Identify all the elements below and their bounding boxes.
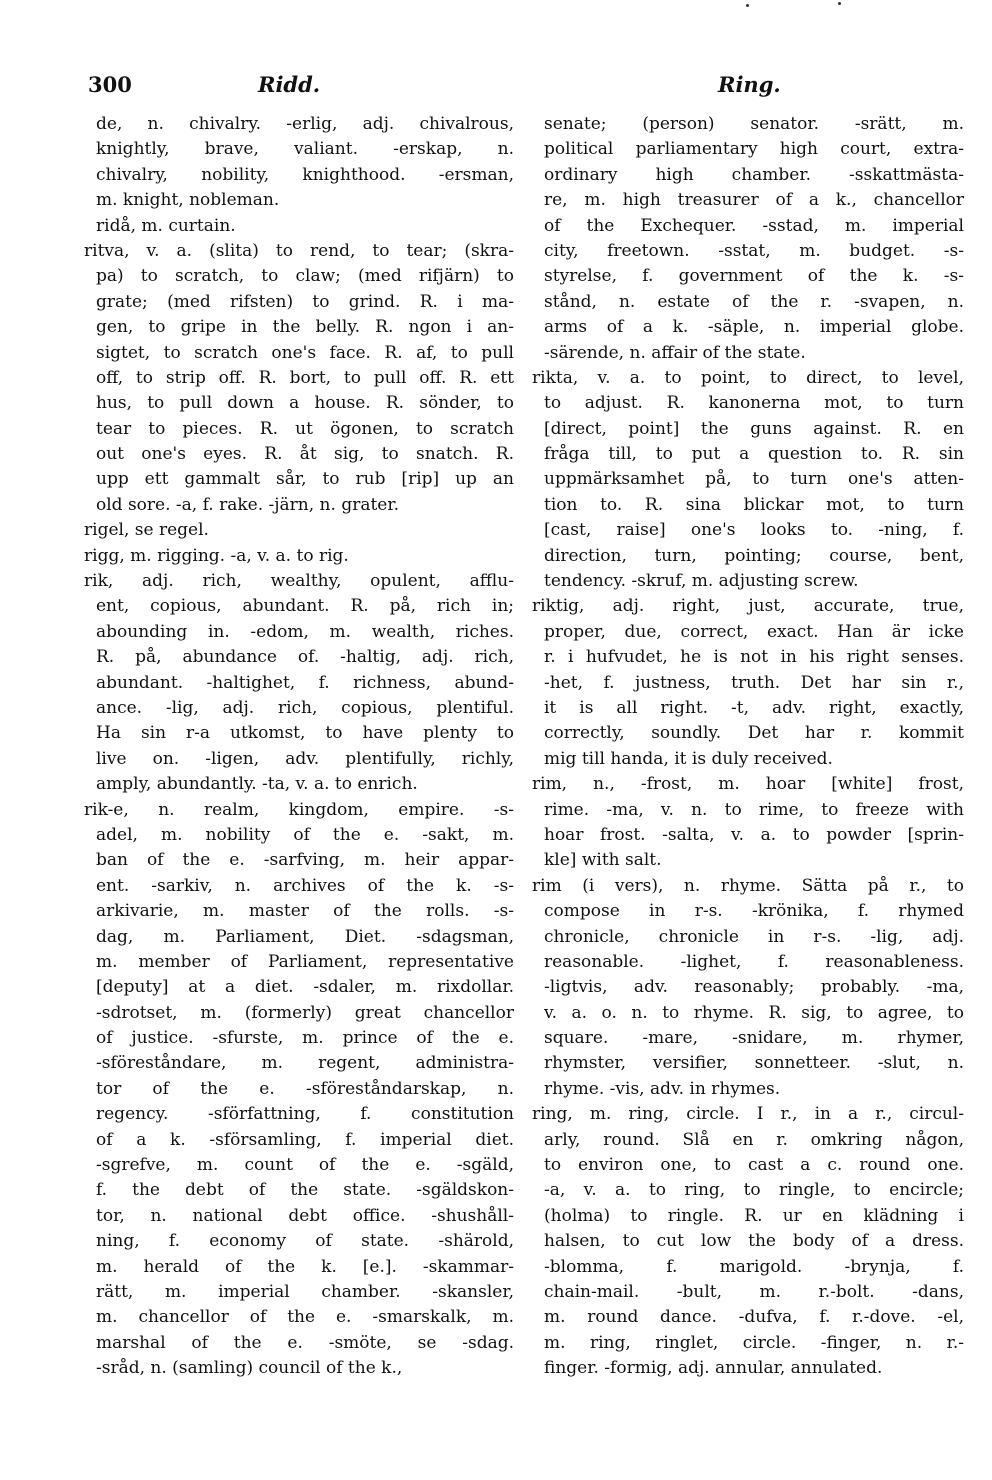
entry-line: R. på, abundance of. -haltig, adj. rich, <box>96 647 514 668</box>
right-guide-word: Ring. <box>718 72 781 97</box>
entry-line: -blomma, f. marigold. -brynja, f. <box>544 1256 964 1277</box>
entry-line: chronicle, chronicle in r-s. -lig, adj. <box>544 926 964 947</box>
entry-line: ridå, m. curtain. <box>96 215 236 236</box>
entry-line: of the Exchequer. -sstad, m. imperial <box>544 215 964 236</box>
entry-line: ordinary high chamber. -sskattmästa- <box>544 164 964 185</box>
entry-line: -sdrotset, m. (formerly) great chancellor <box>96 1002 514 1023</box>
ink-speck <box>838 2 841 5</box>
entry-line: de, n. chivalry. -erlig, adj. chivalrous, <box>96 114 514 134</box>
page-number: 300 <box>88 72 132 97</box>
ink-speck <box>746 4 749 7</box>
entry-line: -het, f. justness, truth. Det har sin r., <box>544 672 964 693</box>
entry-line: rigel, se regel. <box>84 520 209 541</box>
entry-line: tor of the e. -sföreståndarskap, n. <box>96 1078 514 1099</box>
entry-line: adel, m. nobility of the e. -sakt, m. <box>96 824 514 845</box>
entry-line: abundant. -haltighet, f. richness, abund- <box>96 672 514 693</box>
entry-line: styrelse, f. government of the k. -s- <box>544 266 964 287</box>
entry-line: kle] with salt. <box>544 850 662 871</box>
entry-line: [direct, point] the guns against. R. en <box>544 418 964 439</box>
running-header <box>88 72 968 102</box>
entry-line: m. herald of the k. [e.]. -skammar- <box>96 1256 514 1277</box>
entry-line: it is all right. -t, adv. right, exactly, <box>544 697 964 718</box>
entry-line: political parliamentary high court, extra- <box>544 139 964 160</box>
entry-line: off, to strip off. R. bort, to pull off. R. ett <box>96 367 514 388</box>
entry-line: hoar frost. -salta, v. a. to powder [sprin- <box>544 824 964 845</box>
entry-line: live on. -ligen, adv. plentifully, richly, <box>96 748 514 769</box>
entry-line: fråga till, to put a question to. R. sin <box>544 444 964 465</box>
entry-line: rime. -ma, v. n. to rime, to freeze with <box>544 799 964 820</box>
entry-line: halsen, to cut low the body of a dress. <box>544 1231 964 1252</box>
entry-line: arms of a k. -säple, n. imperial globe. <box>544 317 964 338</box>
entry-line: ring, m. ring, circle. I r., in a r., circul- <box>532 1104 964 1125</box>
entry-line: rigg, m. rigging. -a, v. a. to rig. <box>84 545 349 566</box>
entry-line: tion to. R. sina blickar mot, to turn <box>544 494 964 515</box>
entry-line: uppmärksamhet på, to turn one's atten- <box>544 469 964 490</box>
entry-line: rhymster, versifier, sonnetteer. -slut, n. <box>544 1053 964 1074</box>
entry-line: finger. -formig, adj. annular, annulated. <box>544 1358 883 1379</box>
entry-line: sigtet, to scratch one's face. R. af, to pull <box>96 342 514 363</box>
entry-line: m. member of Parliament, representative <box>96 951 514 972</box>
entry-line: tor, n. national debt office. -shushåll- <box>96 1205 514 1226</box>
entry-line: v. a. o. n. to rhyme. R. sig, to agree, to <box>544 1002 964 1023</box>
entry-line: m. ring, ringlet, circle. -finger, n. r.- <box>544 1332 964 1353</box>
entry-line: -ligtvis, adv. reasonably; probably. -ma, <box>544 977 964 998</box>
entry-line: -sgrefve, m. count of the e. -sgäld, <box>96 1155 514 1176</box>
entry-line: rim, n., -frost, m. hoar [white] frost, <box>532 774 964 795</box>
entry-line: pa) to scratch, to claw; (med rifjärn) to <box>96 266 514 287</box>
entry-line: rätt, m. imperial chamber. -skansler, <box>96 1281 514 1302</box>
entry-line: rik-e, n. realm, kingdom, empire. -s- <box>84 799 514 820</box>
entry-line: tendency. -skruf, m. adjusting screw. <box>544 571 859 592</box>
entry-line: amply, abundantly. -ta, v. a. to enrich. <box>96 774 418 795</box>
entry-line: gen, to gripe in the belly. R. ngon i an- <box>96 317 514 338</box>
entry-line: knightly, brave, valiant. -erskap, n. <box>96 139 514 160</box>
entry-line: ritva, v. a. (slita) to rend, to tear; (skra- <box>84 240 514 261</box>
entry-line: m. chancellor of the e. -smarskalk, m. <box>96 1307 514 1328</box>
scan-specks <box>700 0 860 14</box>
entry-line: rikta, v. a. to point, to direct, to level, <box>532 367 964 388</box>
entry-line: m. knight, nobleman. <box>96 190 280 211</box>
entry-line: ban of the e. -sarfving, m. heir appar- <box>96 850 514 871</box>
entry-line: to adjust. R. kanonerna mot, to turn <box>544 393 964 414</box>
entry-line: tear to pieces. R. ut ögonen, to scratch <box>96 418 514 439</box>
entry-line: to environ one, to cast a c. round one. <box>544 1155 964 1176</box>
entry-line: mig till handa, it is duly received. <box>544 748 833 769</box>
entry-line: -sföreståndare, m. regent, administra- <box>96 1053 514 1074</box>
entry-line: riktig, adj. right, just, accurate, true, <box>532 596 964 617</box>
entry-line: ning, f. economy of state. -shärold, <box>96 1231 514 1252</box>
entry-line: proper, due, correct, exact. Han är icke <box>544 621 964 642</box>
entry-line: direction, turn, pointing; course, bent, <box>544 545 964 566</box>
entry-line: m. round dance. -dufva, f. r.-dove. -el, <box>544 1307 964 1328</box>
entry-line: of a k. -sförsamling, f. imperial diet. <box>96 1129 514 1150</box>
entry-line: upp ett gammalt sår, to rub [rip] up an <box>96 469 514 490</box>
entry-line: chain-mail. -bult, m. r.-bolt. -dans, <box>544 1281 964 1302</box>
entry-line: chivalry, nobility, knighthood. -ersman, <box>96 164 514 185</box>
left-guide-word: Ridd. <box>258 72 321 97</box>
entry-line: ent, copious, abundant. R. på, rich in; <box>96 596 514 617</box>
entry-line: dag, m. Parliament, Diet. -sdagsman, <box>96 926 514 947</box>
entry-line: grate; (med rifsten) to grind. R. i ma- <box>96 291 514 312</box>
entry-line: -särende, n. affair of the state. <box>544 342 806 363</box>
entry-line: r. i hufvudet, he is not in his right senses. <box>544 647 964 668</box>
entry-line: city, freetown. -sstat, m. budget. -s- <box>544 240 964 261</box>
entry-line: (holma) to ringle. R. ur en klädning i <box>544 1205 964 1226</box>
entry-line: of justice. -sfurste, m. prince of the e. <box>96 1028 514 1049</box>
right-column <box>532 112 964 1382</box>
entry-line: marshal of the e. -smöte, se -sdag. <box>96 1332 514 1353</box>
entry-line: -sråd, n. (samling) council of the k., <box>96 1358 403 1379</box>
entry-line: rik, adj. rich, wealthy, opulent, afflu- <box>84 571 514 592</box>
entry-line: stånd, n. estate of the r. -svapen, n. <box>544 291 964 312</box>
entry-line: abounding in. -edom, m. wealth, riches. <box>96 621 514 642</box>
entry-line: [deputy] at a diet. -sdaler, m. rixdollar. <box>96 977 514 998</box>
entry-line: compose in r-s. -krönika, f. rhymed <box>544 901 964 922</box>
entry-line: correctly, soundly. Det har r. kommit <box>544 723 964 744</box>
entry-line: hus, to pull down a house. R. sönder, to <box>96 393 514 414</box>
entry-line: regency. -sförfattning, f. constitution <box>96 1104 514 1125</box>
entry-line: old sore. -a, f. rake. -järn, n. grater. <box>96 494 400 515</box>
entry-line: out one's eyes. R. åt sig, to snatch. R. <box>96 444 514 465</box>
entry-line: arkivarie, m. master of the rolls. -s- <box>96 901 514 922</box>
left-column <box>84 112 514 1382</box>
entry-line: Ha sin r-a utkomst, to have plenty to <box>96 723 514 744</box>
entry-line: -a, v. a. to ring, to ringle, to encircle; <box>544 1180 964 1201</box>
entry-line: ance. -lig, adj. rich, copious, plentiful. <box>96 697 514 718</box>
entry-line: rim (i vers), n. rhyme. Sätta på r., to <box>532 875 964 896</box>
entry-line: arly, round. Slå en r. omkring någon, <box>544 1129 964 1150</box>
entry-line: reasonable. -lighet, f. reasonableness. <box>544 951 964 972</box>
entry-line: re, m. high treasurer of a k., chancellor <box>544 190 964 211</box>
entry-line: f. the debt of the state. -sgäldskon- <box>96 1180 514 1201</box>
entry-line: senate; (person) senator. -srätt, m. <box>544 114 964 134</box>
entry-line: ent. -sarkiv, n. archives of the k. -s- <box>96 875 514 896</box>
entry-line: square. -mare, -snidare, m. rhymer, <box>544 1028 964 1049</box>
entry-line: [cast, raise] one's looks to. -ning, f. <box>544 520 964 541</box>
entry-line: rhyme. -vis, adv. in rhymes. <box>544 1078 781 1099</box>
